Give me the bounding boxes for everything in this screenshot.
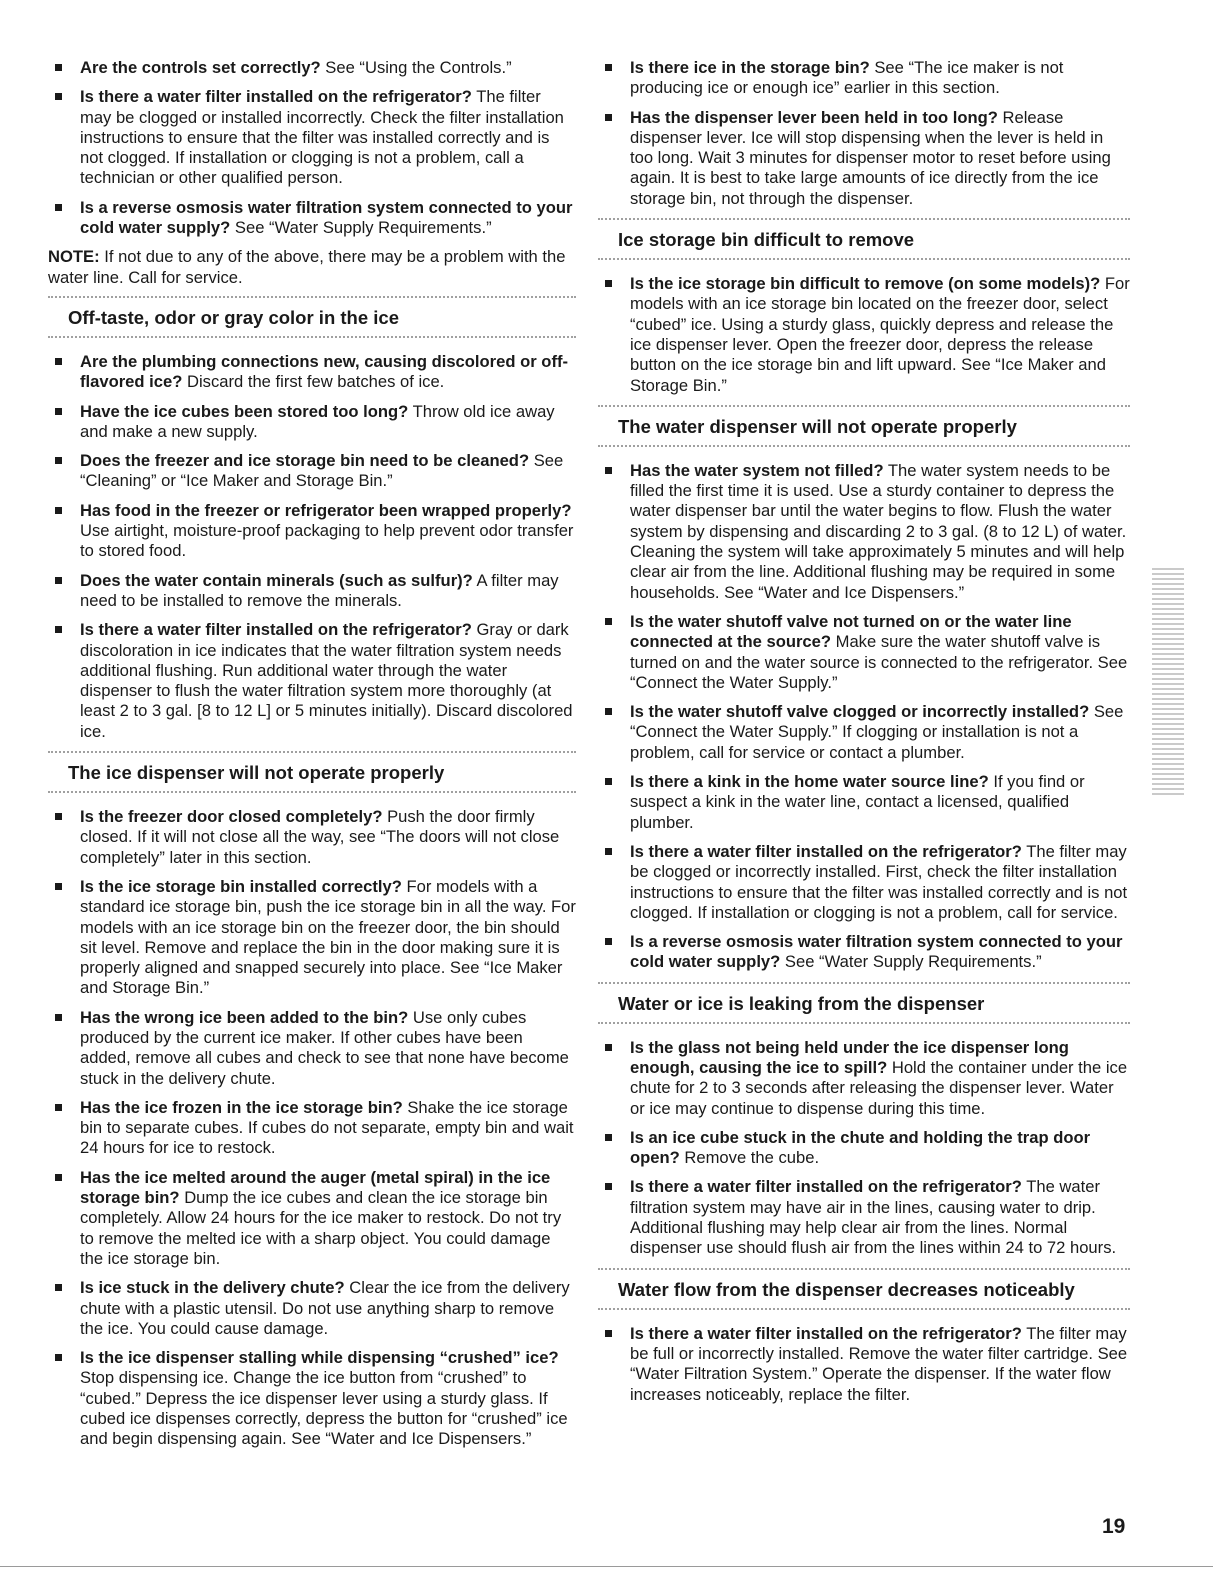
troubleshooting-item	[48, 352, 576, 393]
troubleshooting-item	[48, 451, 576, 492]
item-answer: Stop dispensing ice. Change the ice button from “crushed” to “cubed.” Depress the ice dispenser lever using a sturdy glass. If cubed ice dispenses correctly, depress the button for “crushed” ice and begin dispensing again. See “Water and Ice Dispensers.”	[80, 1368, 568, 1449]
square-bullet-icon	[605, 280, 612, 287]
troubleshooting-item	[48, 58, 576, 78]
troubleshooting-item	[48, 1098, 576, 1159]
right-column	[598, 58, 1130, 1414]
troubleshooting-item	[598, 58, 1130, 99]
section-off-taste-odor-or-gray-color-in-the-ice	[48, 296, 576, 338]
section-heading: The ice dispenser will not operate properly	[68, 762, 445, 784]
section-heading: The water dispenser will not operate properly	[618, 415, 1017, 437]
troubleshooting-item	[598, 1324, 1130, 1405]
square-bullet-icon	[55, 577, 62, 584]
square-bullet-icon	[55, 93, 62, 100]
section-the-water-dispenser-will-not-operate-pro	[598, 405, 1130, 447]
section-heading: Ice storage bin difficult to remove	[618, 229, 915, 251]
item-answer: The water system needs to be filled the first time it is used. Use a sturdy container to depress the water dispenser bar until the water begins to flow. Flush the water system by dispensing and discarding 2 to 3 gal. (8 to 12 L) of water. Cleaning the system will take approximately 5 minutes and will help clear air from the line. Additional flushing may be required in some households. See “Water and Ice Dispensers.”	[630, 460, 1127, 602]
item-answer: Remove the cube.	[679, 1148, 820, 1168]
troubleshooting-item	[598, 772, 1130, 833]
item-answer: Discard the first few batches of ice.	[182, 372, 445, 392]
troubleshooting-item	[48, 87, 576, 188]
divider	[598, 1022, 1130, 1024]
item-question: Is a reverse osmosis water filtration system connected to your cold water supply?	[630, 932, 1123, 972]
square-bullet-icon	[605, 1183, 612, 1190]
divider	[598, 1308, 1130, 1310]
item-question: Is the ice dispenser stalling while dispensing “crushed” ice?	[80, 1348, 559, 1368]
square-bullet-icon	[55, 64, 62, 71]
item-question: Has food in the freezer or refrigerator been wrapped properly?	[80, 500, 572, 520]
page-number: 19	[1102, 1515, 1126, 1538]
item-answer: Throw old ice away and make a new supply.	[80, 401, 555, 441]
troubleshooting-item	[48, 198, 576, 239]
item-answer: The filter may be clogged or installed incorrectly. Check the filter installation instructions to ensure that the filter was installed correctly and is not clogged. If installation or clogging is not a problem, call a technician or other qualified person.	[80, 87, 564, 188]
item-question: Is there a water filter installed on the refrigerator?	[630, 1323, 1022, 1343]
square-bullet-icon	[55, 883, 62, 890]
square-bullet-icon	[55, 813, 62, 820]
section-water-flow-from-the-dispenser-decreases-	[598, 1268, 1130, 1310]
troubleshooting-item	[598, 274, 1130, 396]
item-answer: The filter may be full or incorrectly installed. Remove the water filter cartridge. See “Water Filtration System.” Operate the dispenser. If the water flow increases noticeably, replace the filter.	[630, 1323, 1128, 1404]
item-answer: For models with an ice storage bin located on the freezer door, select “cubed” ice. Using a sturdy glass, quickly depress and release the ice dispenser lever. Open the freezer door, depress the release button on the ice storage bin and lift upward. See “Ice Maker and Storage Bin.”	[630, 274, 1130, 395]
section-the-ice-dispenser-will-not-operate-prope	[48, 751, 576, 793]
item-question: Is there a kink in the home water source line?	[630, 772, 989, 792]
item-question: Is the water shutoff valve not turned on or the water line connected at the source?	[630, 611, 1072, 652]
item-question: Is ice stuck in the delivery chute?	[80, 1278, 345, 1298]
troubleshooting-item	[598, 702, 1130, 763]
troubleshooting-item	[48, 620, 576, 742]
square-bullet-icon	[55, 204, 62, 211]
item-question: Has the dispenser lever been held in too long?	[630, 107, 998, 127]
troubleshooting-item	[598, 1177, 1130, 1258]
item-question: Is an ice cube stuck in the chute and holding the trap door open?	[630, 1127, 1091, 1168]
troubleshooting-item	[598, 108, 1130, 209]
troubleshooting-item	[598, 612, 1130, 693]
divider	[598, 405, 1130, 407]
square-bullet-icon	[605, 618, 612, 625]
bottom-rule	[0, 1566, 1213, 1567]
square-bullet-icon	[605, 467, 612, 474]
square-bullet-icon	[605, 708, 612, 715]
divider	[48, 336, 576, 338]
item-answer: Shake the ice storage bin to separate cubes. If cubes do not separate, empty bin and wait 24 hours for ice to restock.	[80, 1097, 574, 1158]
item-answer: Use airtight, moisture-proof packaging to help prevent odor transfer to stored food.	[80, 521, 574, 561]
divider	[598, 1268, 1130, 1270]
troubleshooting-item	[598, 932, 1130, 973]
square-bullet-icon	[605, 114, 612, 121]
item-question: Is a reverse osmosis water filtration system connected to your cold water supply?	[80, 197, 573, 238]
divider	[48, 791, 576, 793]
item-answer: The water filtration system may have air in the lines, causing water to drip. Additional flushing may help clear air from the lines. Normal dispenser use should flush air from the lines within 24 to 72 hours.	[630, 1177, 1117, 1258]
item-question: Is there a water filter installed on the refrigerator?	[630, 1177, 1022, 1197]
item-answer: See “Using the Controls.”	[320, 58, 512, 77]
square-bullet-icon	[605, 1330, 612, 1337]
square-bullet-icon	[55, 408, 62, 415]
page-edge-tab	[1152, 565, 1184, 795]
square-bullet-icon	[55, 1174, 62, 1181]
troubleshooting-item	[48, 501, 576, 562]
item-question: Has the wrong ice been added to the bin?	[80, 1007, 409, 1027]
square-bullet-icon	[55, 1104, 62, 1111]
item-answer: Clear the ice from the delivery chute with a plastic utensil. Do not use anything sharp to remove the ice. You could cause damage.	[80, 1278, 570, 1338]
square-bullet-icon	[55, 1284, 62, 1291]
troubleshooting-item	[598, 1128, 1130, 1169]
item-answer: If not due to any of the above, there may be a problem with the water line. Call for service.	[48, 247, 566, 287]
square-bullet-icon	[605, 848, 612, 855]
item-question: Is there a water filter installed on the refrigerator?	[630, 841, 1022, 861]
item-question: Is there a water filter installed on the refrigerator?	[80, 87, 472, 107]
square-bullet-icon	[55, 1354, 62, 1361]
section-water-or-ice-is-leaking-from-the-dispens	[598, 982, 1130, 1024]
item-answer: A filter may need to be installed to remove the minerals.	[80, 570, 559, 610]
divider	[598, 982, 1130, 984]
note-paragraph	[48, 247, 576, 288]
troubleshooting-item	[48, 1168, 576, 1269]
square-bullet-icon	[605, 1044, 612, 1051]
square-bullet-icon	[55, 507, 62, 514]
troubleshooting-item	[48, 807, 576, 868]
troubleshooting-item	[598, 461, 1130, 603]
square-bullet-icon	[605, 778, 612, 785]
troubleshooting-item	[48, 1348, 576, 1449]
item-answer: Release dispenser lever. Ice will stop dispensing when the lever is held in too long. Wait 3 minutes for dispenser motor to reset before using again. It is best to take large amounts of ice directly from the ice storage bin, not through the dispenser.	[630, 107, 1111, 208]
troubleshooting-item	[48, 1278, 576, 1339]
square-bullet-icon	[605, 938, 612, 945]
section-heading: Off-taste, odor or gray color in the ice	[68, 306, 399, 328]
item-answer: Hold the container under the ice chute for 2 to 3 seconds after releasing the dispenser lever. Water or ice may continue to dispense during this time.	[630, 1057, 1128, 1118]
section-heading: Water or ice is leaking from the dispenser	[618, 992, 985, 1014]
item-question: Is the ice storage bin difficult to remove (on some models)?	[630, 274, 1101, 294]
item-answer: If you find or suspect a kink in the water line, contact a licensed, qualified plumber.	[630, 772, 1085, 832]
item-question: Is the glass not being held under the ice dispenser long enough, causing the ice to spill?	[630, 1037, 1069, 1077]
divider	[598, 258, 1130, 260]
item-answer: Dump the ice cubes and clean the ice storage bin completely. Allow 24 hours for the ice maker to restock. Do not try to remove the melted ice with a sharp object. You could damage the ice storage bin.	[80, 1188, 562, 1268]
square-bullet-icon	[605, 64, 612, 71]
troubleshooting-item	[48, 1008, 576, 1089]
item-answer: See “Connect the Water Supply.” If clogging or installation is not a problem, call for service or contact a plumber.	[630, 702, 1124, 762]
item-question: Have the ice cubes been stored too long?	[80, 401, 409, 421]
item-question: Are the controls set correctly?	[80, 58, 321, 77]
troubleshooting-item	[598, 842, 1130, 923]
square-bullet-icon	[55, 358, 62, 365]
item-answer: See “The ice maker is not producing ice or enough ice” earlier in this section.	[630, 58, 1064, 98]
item-question: Are the plumbing connections new, causing discolored or off-flavored ice?	[80, 351, 569, 392]
item-question: Is the freezer door closed completely?	[80, 807, 383, 827]
section-ice-storage-bin-difficult-to-remove	[598, 218, 1130, 260]
square-bullet-icon	[55, 626, 62, 633]
item-question: Has the water system not filled?	[630, 460, 884, 480]
item-answer: See “Water Supply Requirements.”	[780, 952, 1042, 972]
troubleshooting-item	[598, 1038, 1130, 1119]
section-heading: Water flow from the dispenser decreases noticeably	[618, 1278, 1075, 1300]
item-answer: See “Cleaning” or “Ice Maker and Storage Bin.”	[80, 451, 564, 491]
item-question: Is the water shutoff valve clogged or incorrectly installed?	[630, 702, 1090, 722]
divider	[48, 751, 576, 753]
square-bullet-icon	[55, 457, 62, 464]
left-column	[48, 58, 576, 1459]
divider	[48, 296, 576, 298]
item-question: Is there ice in the storage bin?	[630, 58, 870, 77]
divider	[598, 218, 1130, 220]
troubleshooting-item	[48, 877, 576, 999]
item-question: Has the ice melted around the auger (metal spiral) in the ice storage bin?	[80, 1167, 551, 1208]
item-question: Is the ice storage bin installed correctly?	[80, 876, 402, 896]
item-answer: For models with a standard ice storage bin, push the ice storage bin in all the way. For models with an ice storage bin on the freezer door, the bin should sit level. Remove and replace the bin in the door making sure it is properly aligned and snapped securely into place. See “Ice Maker and Storage Bin.”	[80, 876, 576, 998]
item-answer: Make sure the water shutoff valve is turned on and the water source is connected to the refrigerator. See “Connect the Water Supply.”	[630, 632, 1128, 692]
item-question: Does the freezer and ice storage bin need to be cleaned?	[80, 451, 530, 471]
note-label: NOTE:	[48, 247, 100, 267]
divider	[598, 445, 1130, 447]
square-bullet-icon	[605, 1134, 612, 1141]
item-answer: Push the door firmly closed. If it will not close all the way, see “The doors will not close completely” later in this section.	[80, 807, 560, 867]
item-question: Has the ice frozen in the ice storage bin?	[80, 1097, 403, 1117]
square-bullet-icon	[55, 1014, 62, 1021]
item-answer: See “Water Supply Requirements.”	[230, 218, 492, 238]
item-answer: Gray or dark discoloration in ice indicates that the water filtration system needs additional flushing. Run additional water through the water dispenser to flush the water filtration system more thoroughly (at least 2 to 3 gal. [8 to 12 L] or 5 minutes initially). Discard discolored ice.	[80, 620, 573, 741]
item-answer: The filter may be clogged or incorrectly installed. First, check the filter installation instructions to ensure that the filter was installed correctly and is not clogged. If installation or clogging is not a problem, call for service.	[630, 841, 1128, 922]
item-answer: Use only cubes produced by the current ice maker. If other cubes have been added, remove all cubes and check to see that none have become stuck in the delivery chute.	[80, 1007, 569, 1088]
troubleshooting-item	[48, 402, 576, 443]
troubleshooting-item	[48, 571, 576, 612]
item-question: Is there a water filter installed on the refrigerator?	[80, 620, 472, 640]
item-question: Does the water contain minerals (such as sulfur)?	[80, 570, 473, 590]
